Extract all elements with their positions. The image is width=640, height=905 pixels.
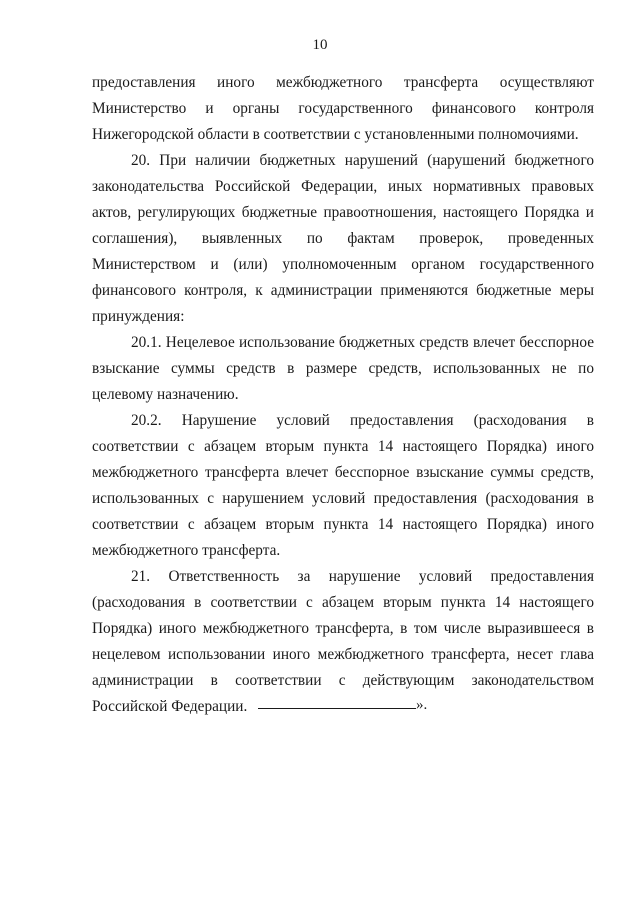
paragraph-20-2: 20.2. Нарушение условий предоставления (расходования в соответствии с абзацем вторым пункта 14 настоящего Порядка) иного межбюджетного трансферта влечет бесспорное взыскание суммы средств, использованных с нарушением условий предоставления (расходования в соответствии с абзацем вторым пункта 14 настоящего Порядка) иного межбюджетного трансферта. <box>92 412 594 559</box>
closing-underline <box>258 696 416 709</box>
document-body <box>92 70 594 720</box>
closing-quote: ». <box>416 697 428 713</box>
paragraph-continuation: предоставления иного межбюджетного трансферта осуществляют Министерство и органы государственного финансового контроля Нижегородской области в соответствии с установленными полномочиями. <box>92 74 594 143</box>
paragraph-21: 21. Ответственность за нарушение условий предоставления (расходования в соответствии с абзацем вторым пункта 14 настоящего Порядка) иного межбюджетного трансферта, в том числе выразившееся в нецелевом использовании иного межбюджетного трансферта, несет глава администрации в соответствии с действующим законодательством Российской Федерации. <box>92 568 594 715</box>
paragraph-20-1: 20.1. Нецелевое использование бюджетных средств влечет бесспорное взыскание суммы средств в размере средств, использованных не по целевому назначению. <box>92 334 594 403</box>
closing-mark <box>258 695 427 715</box>
paragraph-20: 20. При наличии бюджетных нарушений (нарушений бюджетного законодательства Российской Федерации, иных нормативных правовых актов, регулирующих бюджетные правоотношения, настоящего Порядка и соглашения), выявленных по фактам проверок, проведенных Министерством и (или) уполномоченным органом государственного финансового контроля, к администрации применяются бюджетные меры принуждения: <box>92 152 594 325</box>
page-number: 10 <box>312 37 328 53</box>
